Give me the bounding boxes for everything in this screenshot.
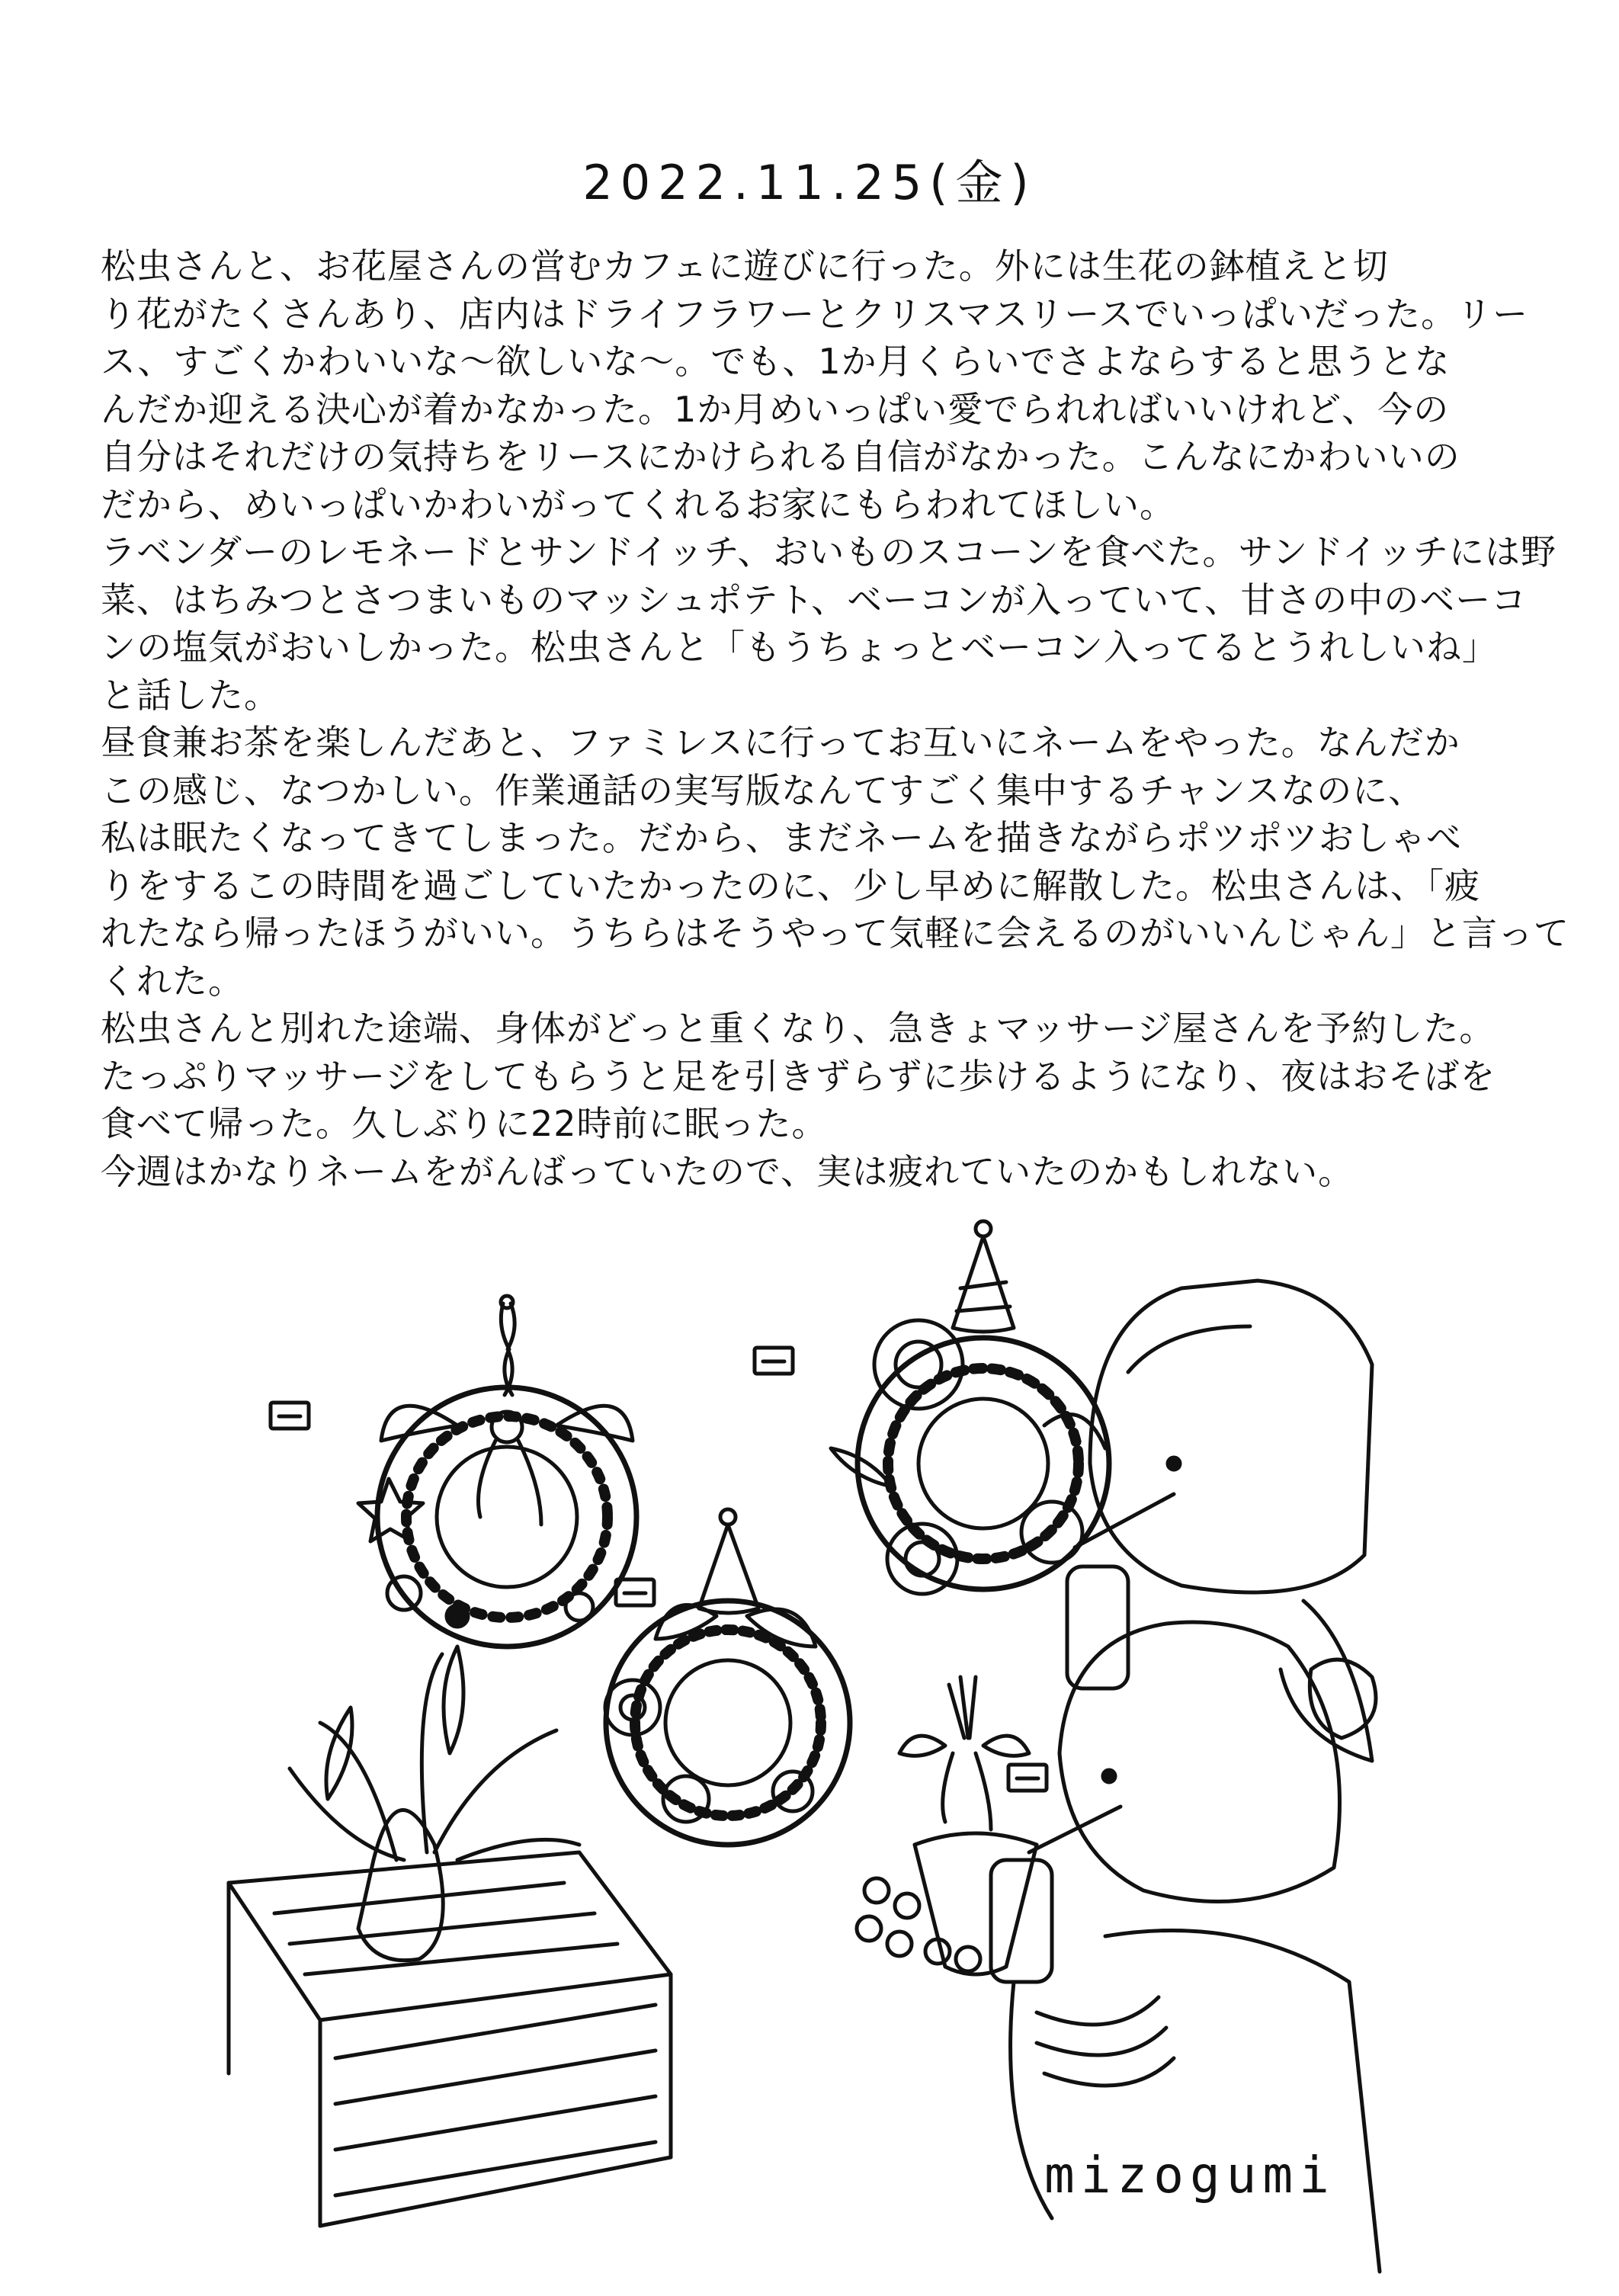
diary-line: 食べて帰った。久しぶりに22時前に眠った。 [101,1103,828,1144]
table-icon [229,1852,671,2226]
bouquet-icon [857,1677,1037,1974]
diary-line: ラベンダーのレモネードとサンドイッチ、おいものスコーンを食べた。サンドイッチには野 [101,531,1556,572]
diary-line: り花がたくさんあり、店内はドライフラワーとクリスマスリースでいっぱいだった。リー [101,293,1529,335]
diary-line: 私は眠たくなってきてしまった。だから、まだネームを描きながらポツポツおしゃべ [101,817,1462,858]
diary-line: と話した。 [101,674,280,716]
diary-line: 今週はかなりネームをがんばっていたので、実は疲れていたのかもしれない。 [101,1150,1355,1192]
diary-line: りをするこの時間を過ごしていたかったのに、少し早めに解散した。松虫さんは、「疲 [101,864,1480,906]
diary-line: 菜、はちみつとさつまいものマッシュポテト、ベーコンが入っていて、甘さの中のベーコ [101,579,1528,620]
diary-line: この感じ、なつかしい。作業通話の実写版なんてすごく集中するチャンスなのに、 [101,769,1425,811]
price-tag [755,1348,793,1374]
diary-line: ス、すごくかわいいな〜欲しいな〜。でも、1か月くらいでさよならすると思うとな [101,341,1451,382]
diary-line: 松虫さんと別れた途端、身体がどっと重くなり、急きょマッサージ屋さんを予約した。 [101,1008,1496,1049]
plant-icon [290,1647,579,1961]
diary-line: 松虫さんと、お花屋さんの営むカフェに遊びに行った。外には生花の鉢植えと切 [101,245,1389,287]
diary-line: くれた。 [101,960,244,1002]
cafe-illustration [0,1189,1619,2296]
price-tag [1008,1765,1047,1791]
person-icon [1067,1281,1372,1761]
diary-line: 昼食兼お茶を楽しんだあと、ファミレスに行ってお互いにネームをやった。なんだか [101,722,1460,763]
diary-line: ンの塩気がおいしかった。松虫さんと「もうちょっとベーコン入ってるとうれしいね」 [101,627,1498,668]
diary-body [101,242,1569,1195]
price-tag [616,1579,654,1605]
diary-date: 2022.11.25(金) [582,155,1037,210]
diary-line: だから、めいっぱいかわいがってくれるお家にもらわれてほしい。 [101,483,1175,525]
price-tag [271,1403,309,1429]
wreath-icon [605,1509,850,1845]
diary-line: たっぷりマッサージをしてもらうと足を引きずらずに歩けるようになり、夜はおそばを [101,1055,1496,1097]
diary-line: れたなら帰ったほうがいい。うちらはそうやって気軽に会えるのがいいんじゃん」と言って [101,912,1569,954]
diary-line: んだか迎える決心が着かなかった。1か月めいっぱい愛でられればいいけれど、今の [101,388,1450,430]
wreath-icon [358,1296,636,1647]
wreath-icon [831,1221,1109,1594]
diary-line: 自分はそれだけの気持ちをリースにかけられる自信がなかった。こんなにかわいいの [101,436,1460,477]
artist-signature: mizogumi [1044,2146,1335,2205]
